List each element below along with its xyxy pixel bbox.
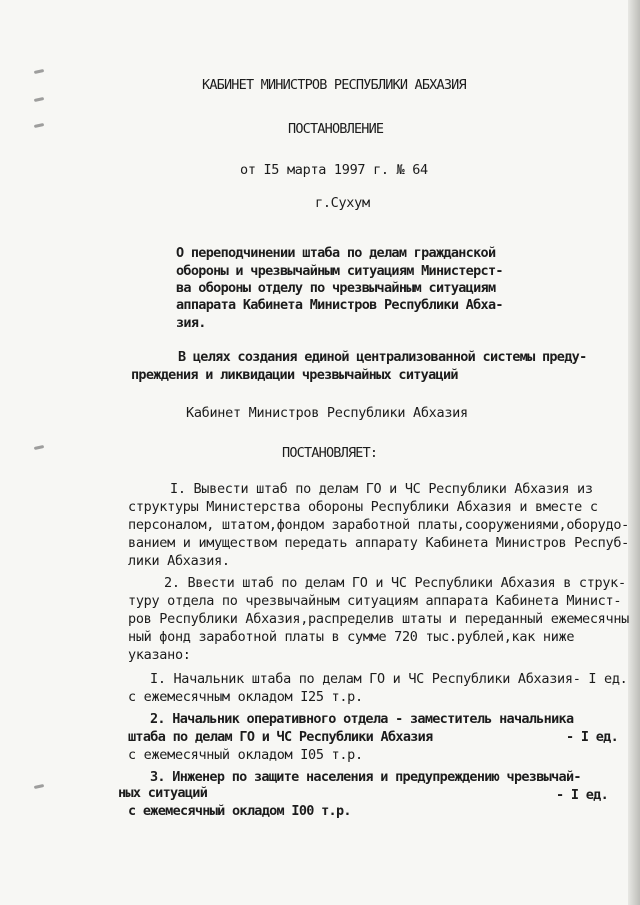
preamble-line: В целях создания единой централизованной системы преду- — [178, 349, 587, 365]
binding-hole-mark — [34, 445, 44, 450]
staff-item-3-units: - I ед. — [556, 787, 608, 803]
place: г.Сухум — [315, 195, 370, 211]
issuer: Кабинет Министров Республики Абхазия — [186, 405, 468, 421]
item2-line: ров Республики Абхазия,распределив штаты и переданный ежемесячны — [128, 611, 629, 627]
item1-line: I. Вывести штаб по делам ГО и ЧС Республики Абхазия из — [170, 481, 593, 497]
item2-line: туру отдела по чрезвычайным ситуациям аппарата Кабинета Минист- — [128, 593, 622, 609]
item2-line: указано: — [128, 647, 191, 663]
binding-hole-mark — [34, 784, 44, 789]
preamble-line: преждения и ликвидации чрезвычайных ситуаций — [131, 367, 458, 383]
item2-line: 2. Ввести штаб по делам ГО и ЧС Республики Абхазия в струк- — [164, 575, 626, 591]
item1-line: лики Абхазия. — [128, 553, 230, 569]
subject-line: О переподчинении штаба по делам гражданской — [176, 245, 496, 261]
binding-hole-mark — [34, 97, 44, 102]
item1-line: персоналом, штатом,фондом заработной платы,сооружениями,оборудо- — [128, 517, 629, 533]
staff-item-2-line: штаба по делам ГО и ЧС Республики Абхазия — [128, 729, 433, 745]
staff-item-2-line: с ежемесячный окладом I05 т.р. — [128, 747, 363, 763]
item1-line: структуры Министерства обороны Республики Абхазия и вместе с — [128, 499, 598, 515]
staff-item-3-line: 3. Инженер по защите населения и предупреждению чрезвычай- — [150, 769, 581, 785]
subject-line: обороны и чрезвычайным ситуациям Министерст- — [176, 263, 503, 279]
cabinet-heading: КАБИНЕТ МИНИСТРОВ РЕСПУБЛИКИ АБХАЗИЯ — [202, 77, 466, 93]
staff-item-3-line: с ежемесячный окладом I00 т.р. — [128, 803, 351, 819]
date-and-number: от I5 марта 1997 г. № 64 — [240, 162, 428, 178]
subject-line: зия. — [176, 315, 206, 331]
subject-line: аппарата Кабинета Министров Республики Абха- — [176, 297, 503, 313]
document-type: ПОСТАНОВЛЕНИЕ — [288, 121, 384, 137]
item2-line: ный фонд заработной платы в сумме 720 тыс.рублей,как ниже — [128, 629, 575, 645]
decree-word: ПОСТАНОВЛЯЕТ: — [282, 445, 378, 461]
binding-hole-mark — [34, 69, 44, 74]
staff-item-1-line: I. Начальник штаба по делам ГО и ЧС Республики Абхазия- I ед. — [150, 671, 628, 687]
staff-item-2-units: - I ед. — [566, 729, 618, 745]
item1-line: ванием и имуществом передать аппарату Кабинета Министров Респуб- — [128, 535, 629, 551]
staff-item-3-line: ных ситуаций — [118, 785, 208, 801]
staff-item-1-line: с ежемесячным окладом I25 т.р. — [128, 689, 363, 705]
staff-item-2-line: 2. Начальник оперативного отдела - заместитель начальника — [150, 711, 574, 727]
page-edge-shadow — [628, 0, 640, 905]
binding-hole-mark — [34, 123, 44, 128]
subject-line: ва обороны отделу по чрезвычайным ситуациям — [176, 280, 496, 296]
